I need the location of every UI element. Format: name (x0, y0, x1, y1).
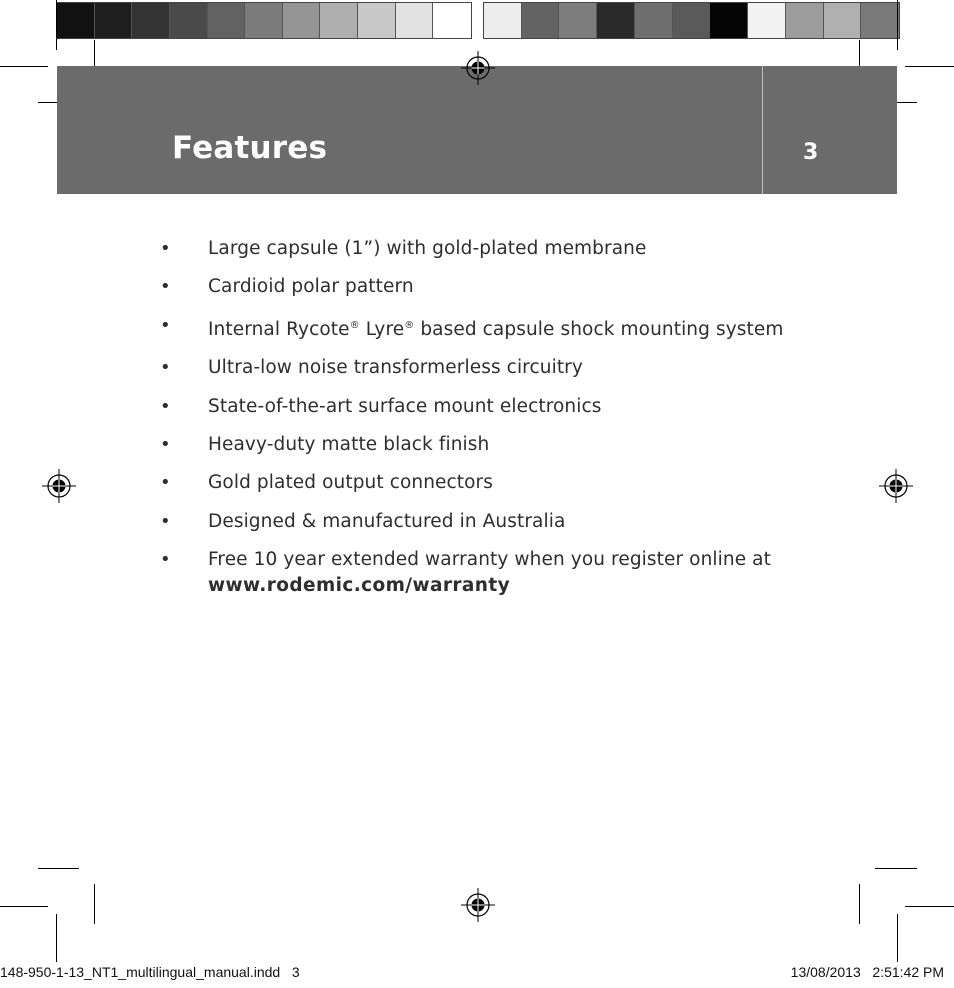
bullet: • (160, 276, 171, 298)
feature-text (208, 319, 783, 340)
warranty-link[interactable]: www.rodemic.com/warranty (208, 575, 511, 597)
color-swatch (597, 3, 635, 38)
color-swatch (95, 3, 133, 38)
feature-list (160, 236, 820, 612)
crop-mark-icon (0, 66, 48, 67)
feature-text-part: based capsule shock mounting system (414, 318, 784, 340)
crop-mark-icon (875, 868, 917, 869)
crop-mark-icon (0, 906, 48, 907)
color-swatch (57, 3, 95, 38)
list-item (160, 470, 820, 496)
list-item (160, 313, 820, 343)
crop-mark-icon (905, 66, 954, 67)
registration-mark-icon (461, 51, 495, 85)
list-item (160, 547, 820, 599)
registration-mark-icon (879, 469, 913, 503)
bullet: • (160, 395, 171, 417)
header-divider (762, 66, 763, 194)
color-swatch (673, 3, 711, 38)
color-swatch (861, 3, 899, 38)
color-calibration-bar-left (56, 2, 472, 39)
list-item (160, 274, 820, 300)
list-item (160, 236, 820, 262)
color-swatch (358, 3, 396, 38)
bullet: • (160, 549, 171, 571)
crop-mark-icon (905, 906, 954, 907)
crop-mark-icon (94, 884, 95, 924)
color-swatch (433, 3, 471, 38)
color-swatch (484, 3, 522, 38)
bullet: • (160, 510, 171, 532)
color-swatch (635, 3, 673, 38)
color-swatch (522, 3, 560, 38)
feature-text: Gold plated output connectors (208, 472, 494, 494)
feature-text: Large capsule (1”) with gold-plated membrane (208, 238, 647, 259)
page-number: 3 (803, 140, 819, 165)
crop-mark-icon (56, 0, 57, 50)
color-swatch (559, 3, 597, 38)
feature-text: Ultra-low noise transformerless circuitry (208, 357, 583, 379)
color-swatch (396, 3, 434, 38)
color-swatch (208, 3, 246, 38)
bullet: • (160, 433, 171, 455)
color-swatch (170, 3, 208, 38)
feature-text-part: Lyre (359, 318, 405, 340)
registered-mark: ® (349, 319, 360, 331)
section-header (57, 66, 897, 194)
feature-text: State-of-the-art surface mount electronics (208, 395, 602, 417)
crop-mark-icon (897, 914, 898, 962)
color-swatch (748, 3, 786, 38)
list-item (160, 509, 820, 535)
feature-text: Designed & manufactured in Australia (208, 510, 566, 532)
page-title: Features (172, 130, 328, 166)
feature-text: Heavy-duty matte black finish (208, 433, 490, 455)
bullet: • (160, 472, 171, 494)
feature-text: Free 10 year extended warranty when you register online at (208, 549, 771, 571)
color-swatch (710, 3, 748, 38)
crop-mark-icon (38, 868, 79, 869)
color-calibration-bar-right (483, 2, 900, 39)
bullet: • (160, 357, 171, 379)
registered-mark: ® (404, 319, 415, 331)
list-item (160, 432, 820, 458)
color-swatch (320, 3, 358, 38)
color-swatch (283, 3, 321, 38)
color-swatch (786, 3, 824, 38)
crop-mark-icon (56, 914, 57, 962)
registration-mark-icon (42, 469, 76, 503)
registration-mark-icon (461, 888, 495, 922)
print-slug-filename: 148-950-1-13_NT1_multilingual_manual.indd 3 (0, 964, 300, 980)
bullet: • (160, 238, 171, 259)
list-item (160, 394, 820, 420)
feature-text: Cardioid polar pattern (208, 276, 414, 298)
print-slug-timestamp: 13/08/2013 2:51:42 PM (790, 964, 944, 980)
color-swatch (132, 3, 170, 38)
color-swatch (824, 3, 862, 38)
crop-mark-icon (897, 0, 898, 50)
bullet: • (160, 314, 171, 336)
color-swatch (245, 3, 283, 38)
feature-text-part: Internal Rycote (208, 318, 350, 340)
crop-mark-icon (859, 884, 860, 924)
list-item (160, 355, 820, 381)
